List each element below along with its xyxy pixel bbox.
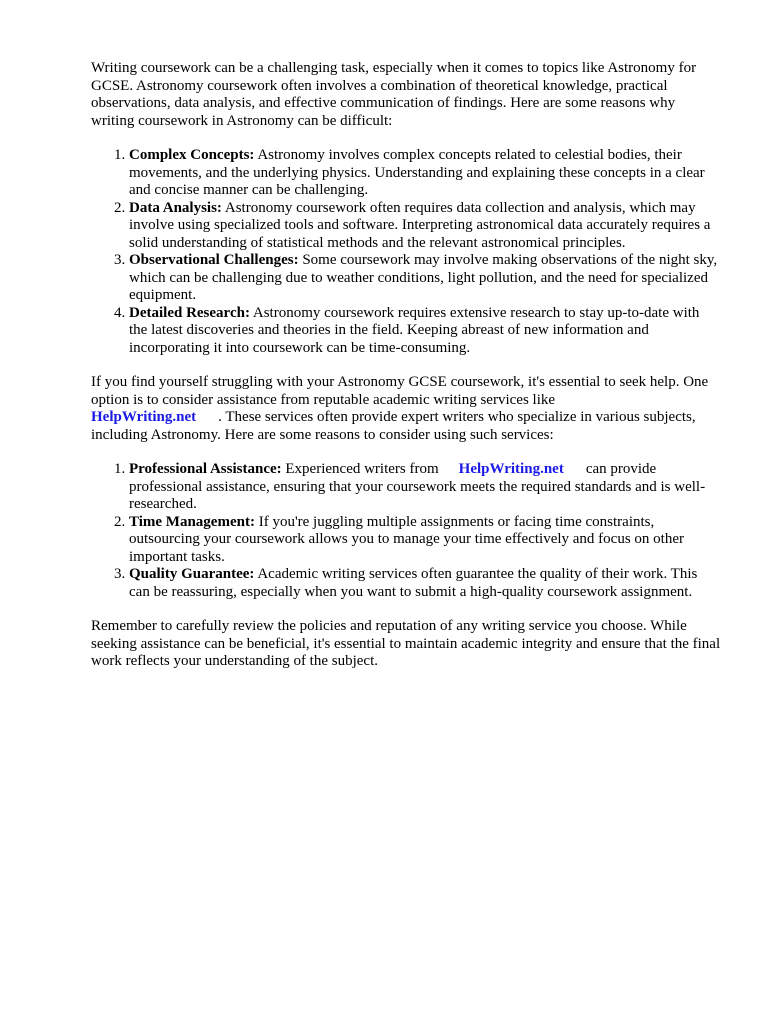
item-term: Detailed Research: — [129, 304, 250, 321]
helpwriting-link[interactable]: HelpWriting.net — [91, 409, 197, 425]
help-text-before: If you find yourself struggling with your Astronomy GCSE coursework, it's essential to seek help. One option is to consider assistance from reputable academic writing services like — [91, 374, 709, 408]
item-term: Complex Concepts: — [129, 147, 255, 163]
help-paragraph — [91, 374, 721, 444]
list-item-quality-guarantee — [129, 566, 721, 601]
item-term: Observational Challenges: — [129, 252, 299, 268]
item-term: Time Management: — [129, 513, 255, 530]
item-text: Astronomy involves complex concepts related to celestial bodies, their movements, and the underlying physics. Understanding and explaining these concepts in a clear and concise manner can be challenging. — [129, 147, 705, 198]
list-item-detailed-research — [129, 305, 721, 358]
difficulties-list — [91, 147, 721, 357]
services-list — [91, 461, 721, 601]
item-text: Astronomy coursework often requires data collection and analysis, which may involve using specialized tools and software. Interpreting astronomical data accurately requires a solid understanding of statistical methods and the relevant astronomical principles. — [129, 199, 711, 251]
document-page — [91, 60, 721, 688]
item-text-before-link: Experienced writers from — [285, 461, 439, 477]
closing-paragraph: Remember to carefully review the policies and reputation of any writing service you choose. While seeking assistance can be beneficial, it's essential to maintain academic integrity and ensure that the final work reflects your understanding of the subject. — [91, 618, 721, 669]
item-text: Some coursework may involve making observations of the night sky, which can be challenging due to weather conditions, light pollution, and the need for specialized equipment. — [129, 252, 718, 303]
list-item-data-analysis — [129, 200, 721, 253]
list-item-observational-challenges — [129, 252, 721, 305]
list-item-professional-assistance — [129, 461, 721, 514]
item-term: Professional Assistance: — [129, 461, 282, 477]
item-term: Quality Guarantee: — [129, 566, 255, 582]
item-term: Data Analysis: — [129, 199, 222, 216]
list-item-time-management — [129, 514, 721, 567]
item-text: can provide professional assistance, ensuring that your coursework meets the required standards and is well-researched. — [129, 461, 706, 512]
help-text-after: . These services often provide expert writers who specialize in various subjects, including Astronomy. Here are some reasons to consider using such services: — [91, 409, 696, 443]
list-item-complex-concepts — [129, 147, 721, 200]
intro-paragraph: Writing coursework can be a challenging task, especially when it comes to topics like Astronomy for GCSE. Astronomy coursework often involves a combination of theoretical knowledge, practical observations, data analysis, and effective communication of findings. Here are some reasons why writing coursework in Astronomy can be difficult: — [91, 60, 697, 129]
helpwriting-link[interactable]: HelpWriting.net — [458, 461, 564, 477]
item-text: Academic writing services often guarantee the quality of their work. This can be reassuring, especially when you want to submit a high-quality coursework assignment. — [129, 566, 698, 600]
item-text: Astronomy coursework requires extensive research to stay up-to-date with the latest discoveries and theories in the field. Keeping abreast of new information and incorporating it into coursework can be time-consuming. — [129, 304, 700, 356]
item-text: If you're juggling multiple assignments or facing time constraints, outsourcing your coursework allows you to manage your time effectively and focus on other important tasks. — [129, 513, 684, 565]
